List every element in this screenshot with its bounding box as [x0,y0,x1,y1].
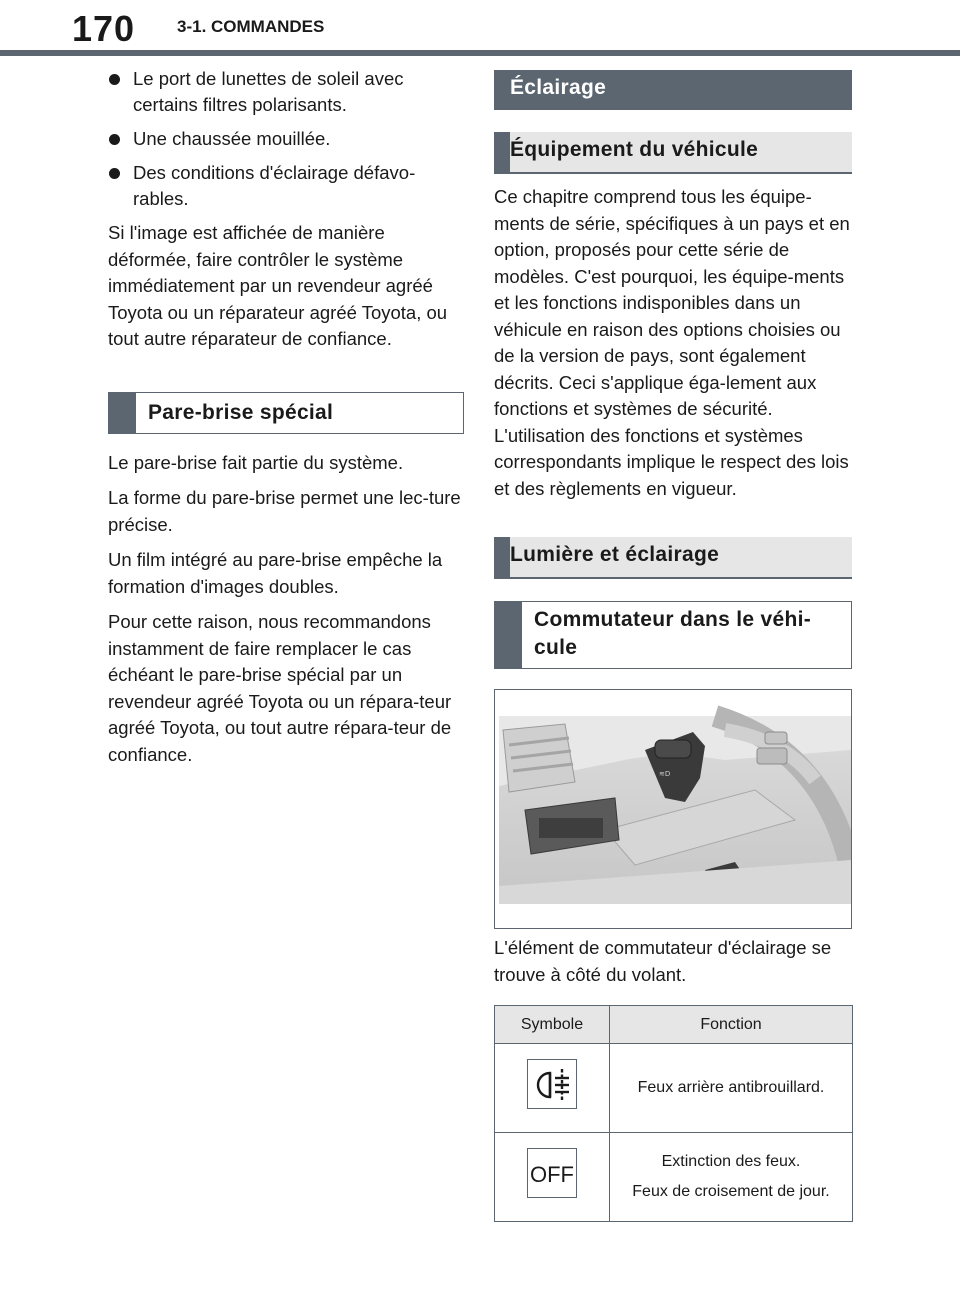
section-heading-windshield [108,392,464,434]
section-title: Pare-brise spécial [148,400,334,424]
section-title: Éclairage [510,76,607,99]
function-cell [610,1133,853,1222]
paragraph: Pour cette raison, nous recommandons instamment de faire remplacer le cas échéant le pare-brise spécial par un revendeur agréé Toyota ou un répara-teur agréé Toyota, ou tout autre répara-teur de confiance. [108,611,452,765]
paragraph: La forme du pare-brise permet une lec-ture précise. [108,487,461,535]
chapter-title: 3-1. COMMANDES [177,17,325,36]
function-cell [610,1044,853,1133]
section-title: Lumière et éclairage [510,543,720,566]
function-text: Feux arrière antibrouillard. [637,1079,825,1096]
header-rule [0,50,960,56]
figure-caption: L'élément de commutateur d'éclairage se trouve à côté du volant. [494,937,832,985]
section-heading-light [494,537,852,579]
light-switch-illustration [494,689,852,929]
list-item [108,126,464,152]
section-heading-equipment [494,132,852,174]
table-header-row [495,1006,853,1044]
left-column [108,66,464,777]
bullet-text: Une chaussée mouillée. [133,128,331,149]
bullet-icon [109,134,120,145]
section-title: Équipement du véhicule [510,138,759,161]
function-text: Extinction des feux. [661,1153,801,1170]
function-text: Feux de croisement de jour. [632,1183,830,1200]
right-column [494,70,852,1222]
column-header-symbol: Symbole [495,1006,610,1044]
paragraph-equipment: Ce chapitre comprend tous les équipe-ments de série, spécifiques à un pays et en option, proposés pour cette série de modèles. C'est pourquoi, les équipe-ments et les fonctions indisponibles dans un véhicule en raison des options choisies ou de la version de pays, sont également décrits. Ceci s'applique éga-lement aux fonctions et systèmes de sécurité. L'utilisation des fonctions et systèmes correspondants implique le respect des lois et des règlements en vigueur. [494,186,850,499]
svg-text:≋D: ≋D [659,770,671,778]
bullet-text: Le port de lunettes de soleil avec certains filtres polarisants. [133,68,404,115]
symbol-cell [495,1044,610,1133]
list-item [108,160,464,212]
dashboard-steering-column-image [495,690,851,928]
paragraph-distortion: Si l'image est affichée de manière déformée, faire contrôler le système immédiatement par un revendeur agréé Toyota ou un réparateur agréé Toyota, ou tout autre réparateur de confiance. [108,222,448,349]
symbol-cell [495,1133,610,1222]
symbol-function-table [494,1005,853,1222]
paragraph: Un film intégré au pare-brise empêche la formation d'images doubles. [108,549,443,597]
table-row [495,1133,853,1222]
section-heading-switch [494,601,852,669]
list-item [108,66,464,118]
paragraph: Le pare-brise fait partie du système. [108,451,404,473]
table-row [495,1044,853,1133]
bullet-list [108,66,464,212]
bullet-icon [109,74,120,85]
section-title: Commutateur dans le véhi-cule [534,608,812,659]
off-switch-icon [527,1148,577,1198]
section-heading-lighting [494,70,852,110]
page-number: 170 [72,8,136,49]
off-label: OFF [530,1161,574,1187]
bullet-text: Des conditions d'éclairage défavo-rables. [133,162,416,209]
bullet-icon [109,168,120,179]
column-header-function: Fonction [610,1006,853,1044]
page-header [0,0,960,56]
rear-fog-light-icon [527,1059,577,1109]
